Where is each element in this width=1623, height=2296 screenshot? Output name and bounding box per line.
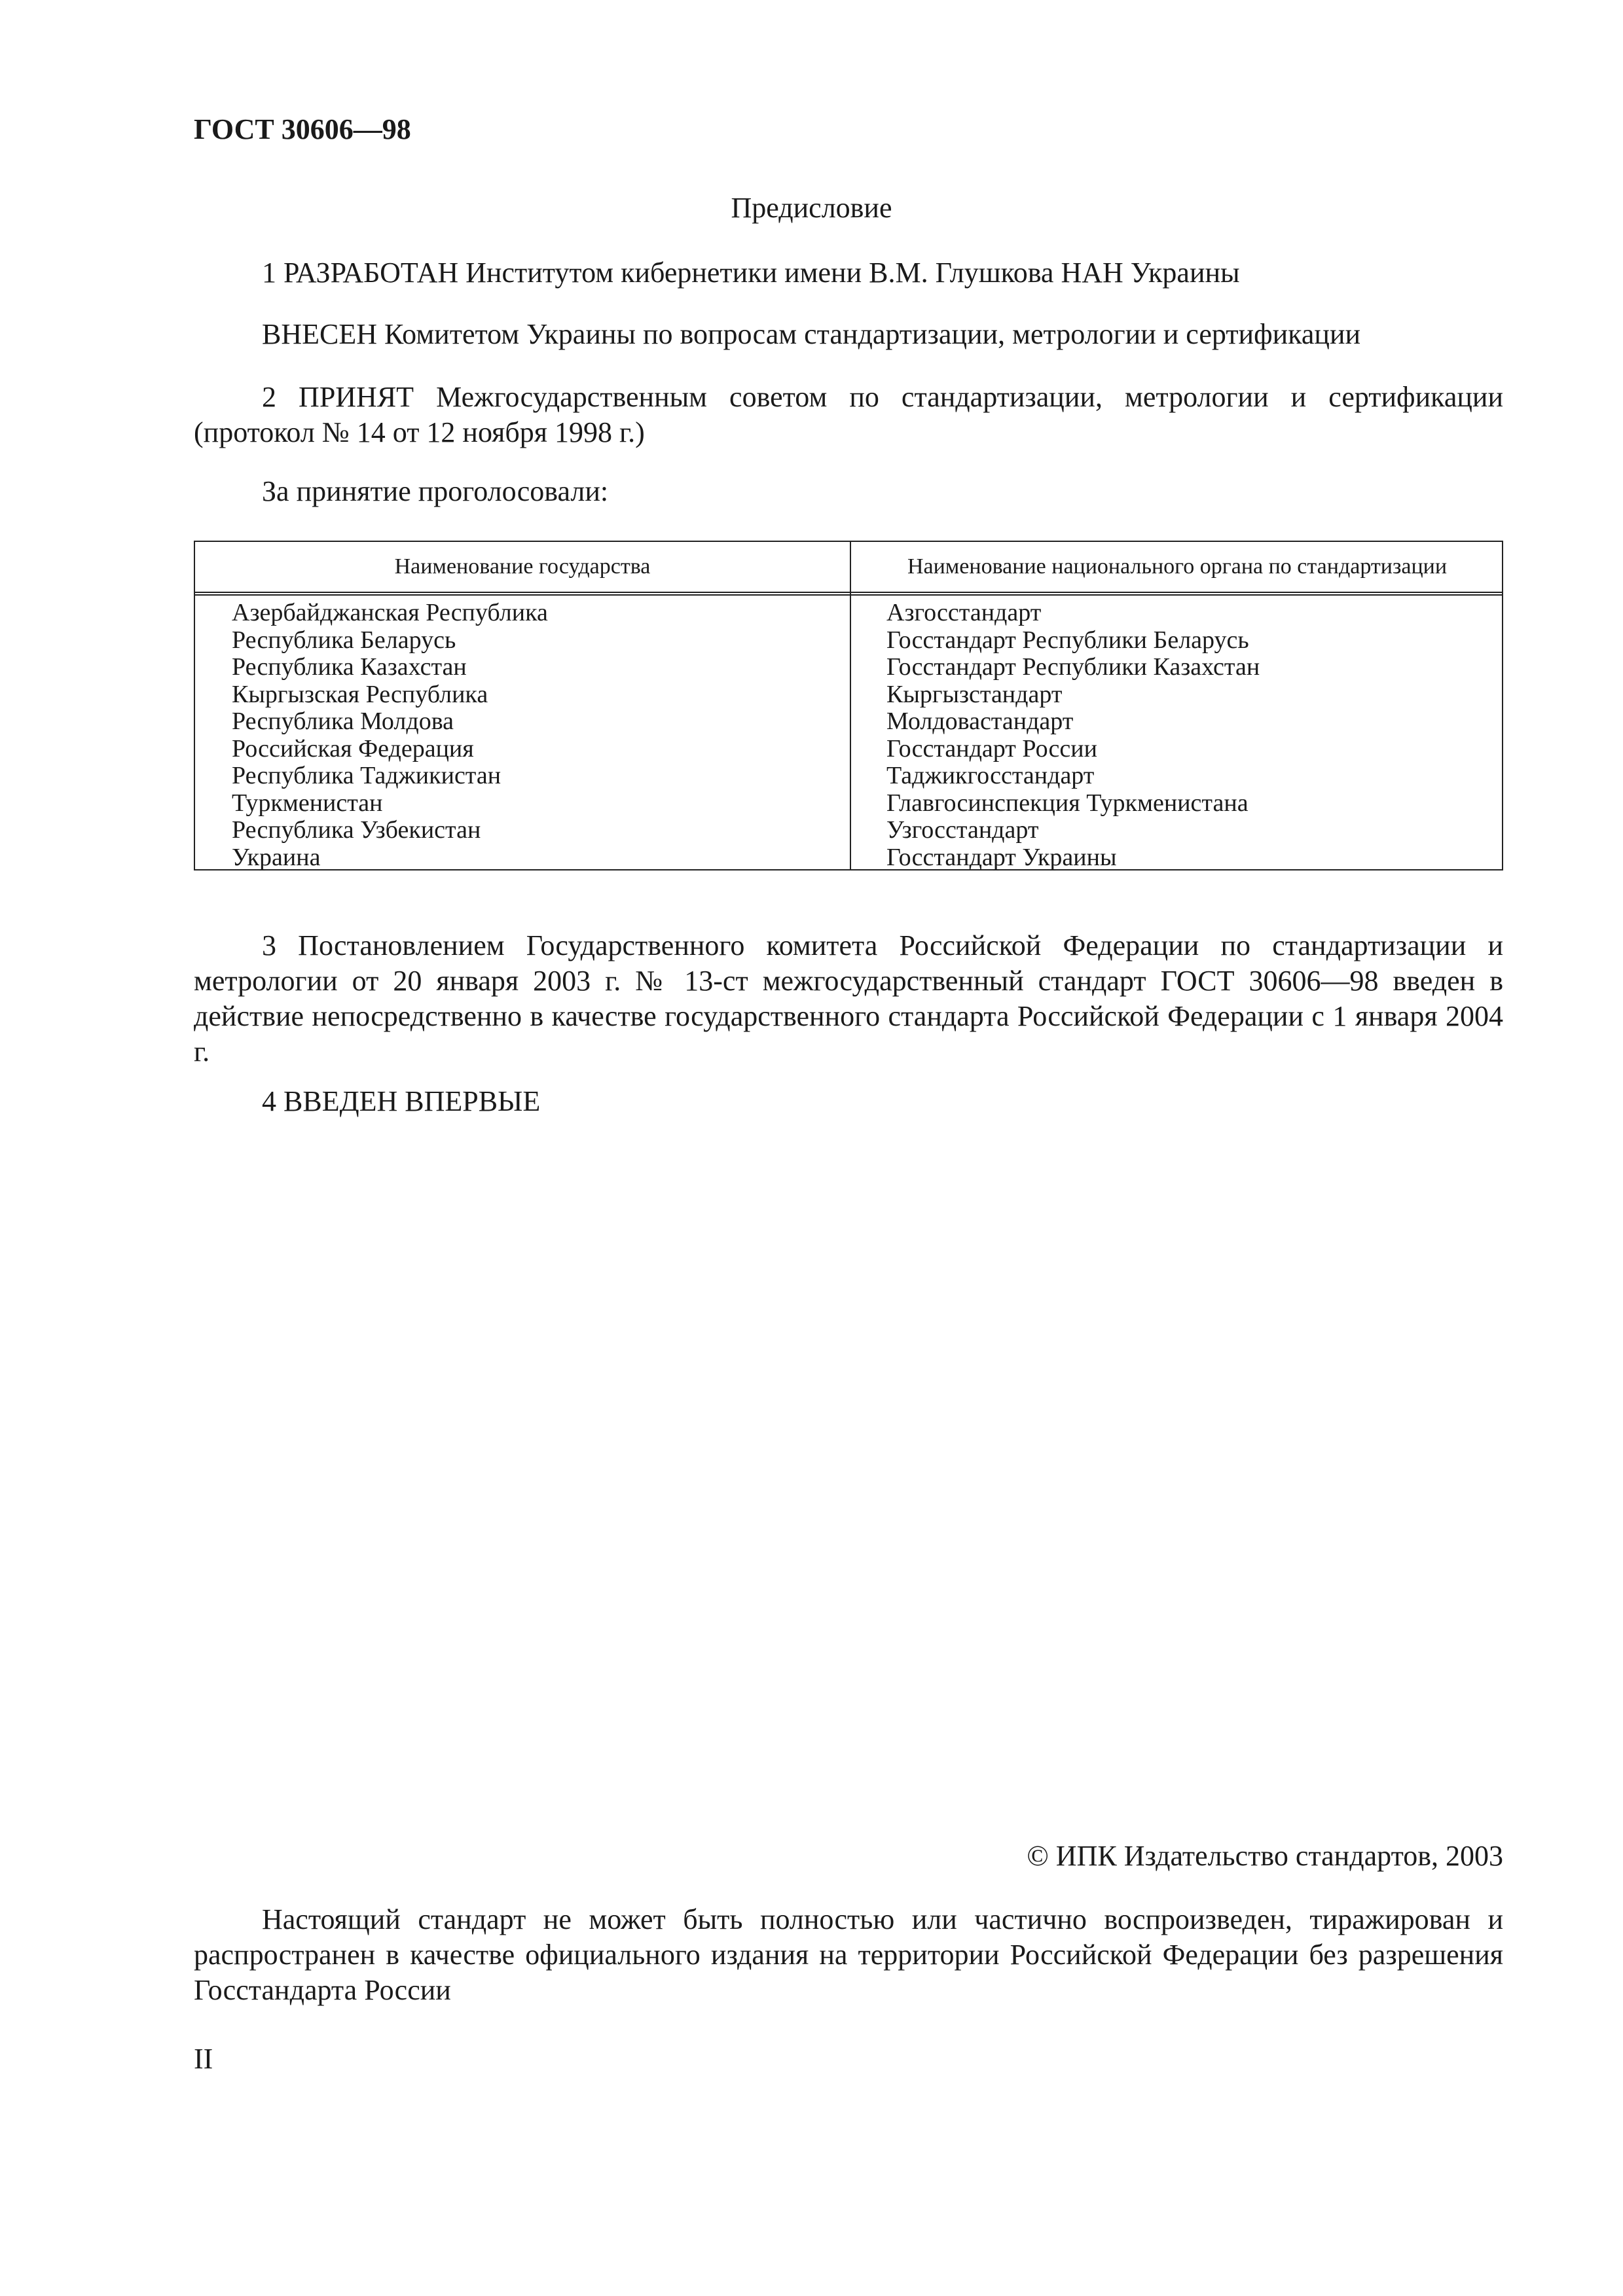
table-header-rule-double	[195, 594, 1502, 596]
table-cell-body: Таджикгосстандарт	[886, 762, 1095, 789]
table-cell-state: Республика Молдова	[232, 708, 454, 735]
reproduction-notice: Настоящий стандарт не может быть полностью или частично воспроизведен, тиражирован и распространен в качестве официального издания на территории Российской Федерации без разрешения Госстандарта России	[194, 1903, 1503, 2006]
voted-label: За принятие проголосовали:	[262, 475, 609, 507]
table-cell-body: Госстандарт Украины	[886, 843, 1117, 871]
item-1-developed: 1 РАЗРАБОТАН Институтом кибернетики имени В.М. Глушкова НАН Украины	[262, 257, 1240, 289]
table-cell-state: Республика Таджикистан	[232, 762, 501, 789]
table-column-bodies	[886, 600, 1528, 871]
table-cell-state: Кыргызская Республика	[232, 680, 488, 708]
document-code: ГОСТ 30606—98	[194, 113, 411, 145]
table-cell-body: Азгосстандарт	[886, 599, 1042, 626]
table-header-national-body: Наименование национального органа по стандартизации	[907, 554, 1448, 579]
item-introduced: ВНЕСЕН Комитетом Украины по вопросам стандартизации, метрологии и сертификации	[262, 318, 1361, 350]
table-cell-state: Азербайджанская Республика	[232, 599, 548, 626]
table-cell-body: Кыргызстандарт	[886, 680, 1063, 708]
preface-title: Предисловие	[731, 192, 892, 224]
table-header-rule	[195, 592, 1502, 593]
copyright-line: © ИПК Издательство стандартов, 2003	[1027, 1840, 1503, 1872]
table-cell-body: Узгосстандарт	[886, 816, 1039, 844]
table-cell-state: Туркменистан	[232, 789, 383, 817]
table-cell-body: Главгосинспекция Туркменистана	[886, 789, 1249, 817]
table-cell-state: Республика Узбекистан	[232, 816, 481, 844]
item-3-resolution: 3 Постановлением Государственного комитета Российской Федерации по стандартизации и метрологии от 20 января 2003 г. № 13-ст межгосударственный стандарт ГОСТ 30606—98 введен в действие непосредственно в качестве государственного стандарта Российской Федерации с 1 января 2004 г.	[194, 929, 1503, 1067]
table-cell-body: Молдовастандарт	[886, 708, 1074, 735]
page-number: II	[194, 2043, 213, 2075]
table-header-state: Наименование государства	[394, 554, 651, 579]
item-4-first-introduced: 4 ВВЕДЕН ВПЕРВЫЕ	[262, 1085, 541, 1117]
table-cell-state: Украина	[232, 843, 321, 871]
table-cell-body: Госстандарт Республики Казахстан	[886, 653, 1260, 681]
voting-table	[194, 541, 1503, 870]
item-2-adopted: 2 ПРИНЯТ Межгосударственным советом по стандартизации, метрологии и сертификации (протокол № 14 от 12 ноября 1998 г.)	[194, 381, 1503, 448]
table-cell-body: Госстандарт Республики Беларусь	[886, 626, 1249, 654]
table-cell-state: Российская Федерация	[232, 734, 474, 762]
table-cell-state: Республика Беларусь	[232, 626, 456, 654]
table-cell-state: Республика Казахстан	[232, 653, 467, 681]
table-column-states	[232, 600, 873, 871]
table-cell-body: Госстандарт России	[886, 734, 1097, 762]
